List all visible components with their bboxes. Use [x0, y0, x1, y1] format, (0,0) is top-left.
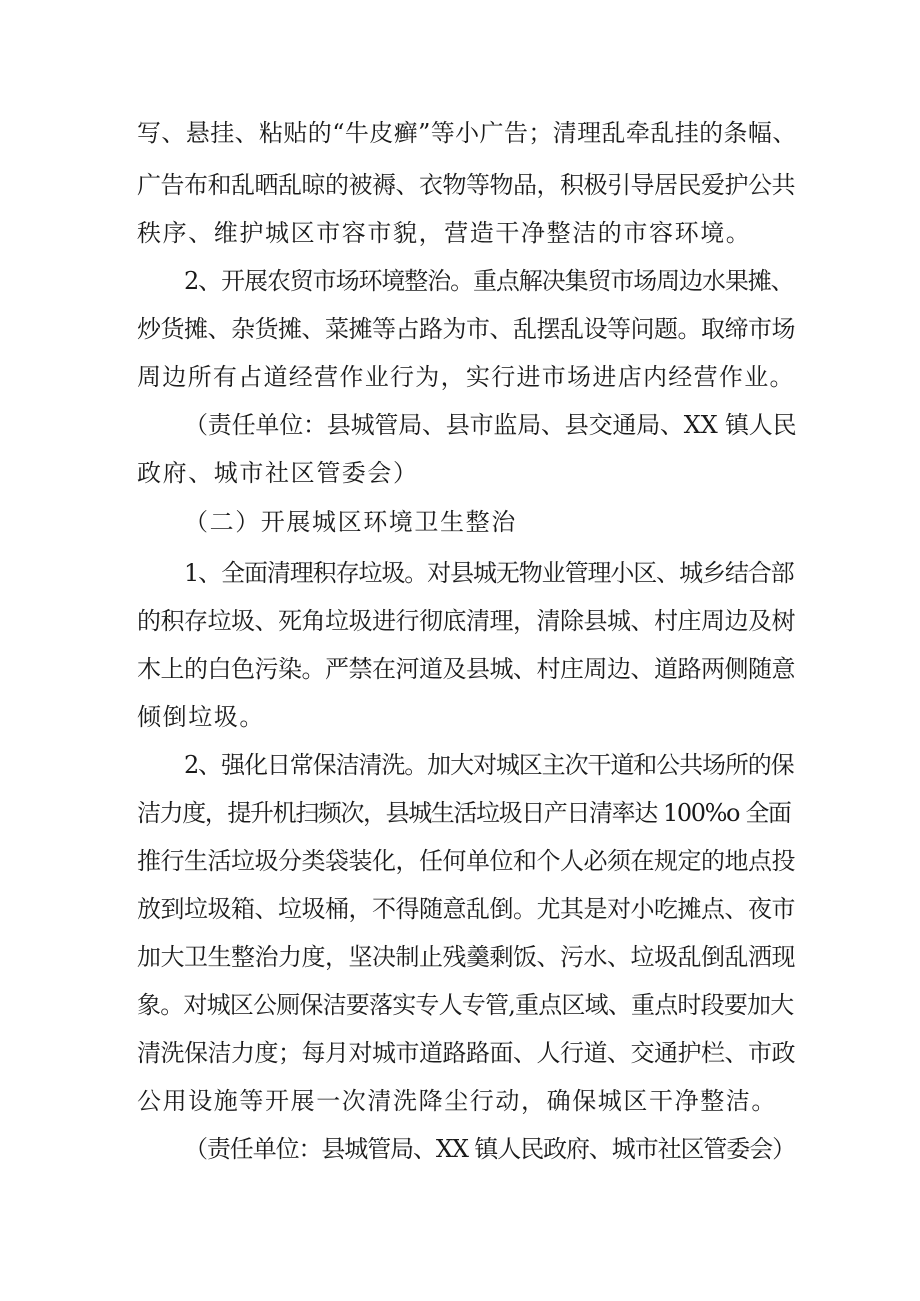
text-line: 的积存垃圾、死角垃圾进行彻底清理，清除县城、村庄周边及树 [137, 607, 795, 635]
text-line: 秩序、维护城区市容市貌，营造干净整洁的市容环境。 [137, 219, 752, 247]
text-line: 1、全面清理积存垃圾。对县城无物业管理小区、城乡结合部 [184, 559, 794, 587]
text-line: 公用设施等开展一次清洗降尘行动，确保城区干净整洁。 [137, 1087, 777, 1115]
section-heading: （二）开展城区环境卫生整治 [184, 508, 517, 536]
text-line: 放到垃圾箱、垃圾桶，不得随意乱倒。尤其是对小吃摊点、夜市 [137, 895, 795, 923]
text-line: 炒货摊、杂货摊、菜摊等占路为市、乱摆乱设等问题。取缔市场 [137, 315, 795, 343]
responsibility-note: （责任单位：县城管局、XX 镇人民政府、城市社区管委会） [184, 1135, 795, 1163]
text-line: 象。对城区公厕保洁要落实专人专管,重点区域、重点时段要加大 [137, 991, 794, 1019]
text-line: 2、开展农贸市场环境整治。重点解决集贸市场周边水果摊、 [184, 267, 794, 295]
text-line: 推行生活垃圾分类袋装化，任何单位和个人必须在规定的地点投 [137, 847, 795, 875]
text-line: 广告布和乱晒乱晾的被褥、衣物等物品，积极引导居民爱护公共 [137, 171, 795, 199]
text-line: 写、悬挂、粘贴的“牛皮癣”等小广告；清理乱牵乱挂的条幅、 [137, 119, 797, 147]
text-line: 2、强化日常保洁清洗。加大对城区主次干道和公共场所的保 [184, 751, 794, 779]
text-line: 木上的白色污染。严禁在河道及县城、村庄周边、道路两侧随意 [137, 655, 795, 683]
responsibility-note: 政府、城市社区管委会） [137, 459, 419, 487]
text-line: 洁力度，提升机扫频次，县城生活垃圾日产日清率达 100%o 全面 [137, 799, 791, 827]
text-line: 倾倒垃圾。 [137, 703, 265, 731]
text-line: 清洗保洁力度；每月对城市道路路面、人行道、交通护栏、市政 [137, 1039, 795, 1067]
responsibility-note: （责任单位：县城管局、县市监局、县交通局、XX 镇人民 [184, 411, 797, 439]
text-line: 周边所有占道经营作业行为，实行进市场进店内经营作业。 [137, 363, 795, 391]
text-line: 加大卫生整治力度，坚决制止残羹剩饭、污水、垃圾乱倒乱洒现 [137, 943, 795, 971]
